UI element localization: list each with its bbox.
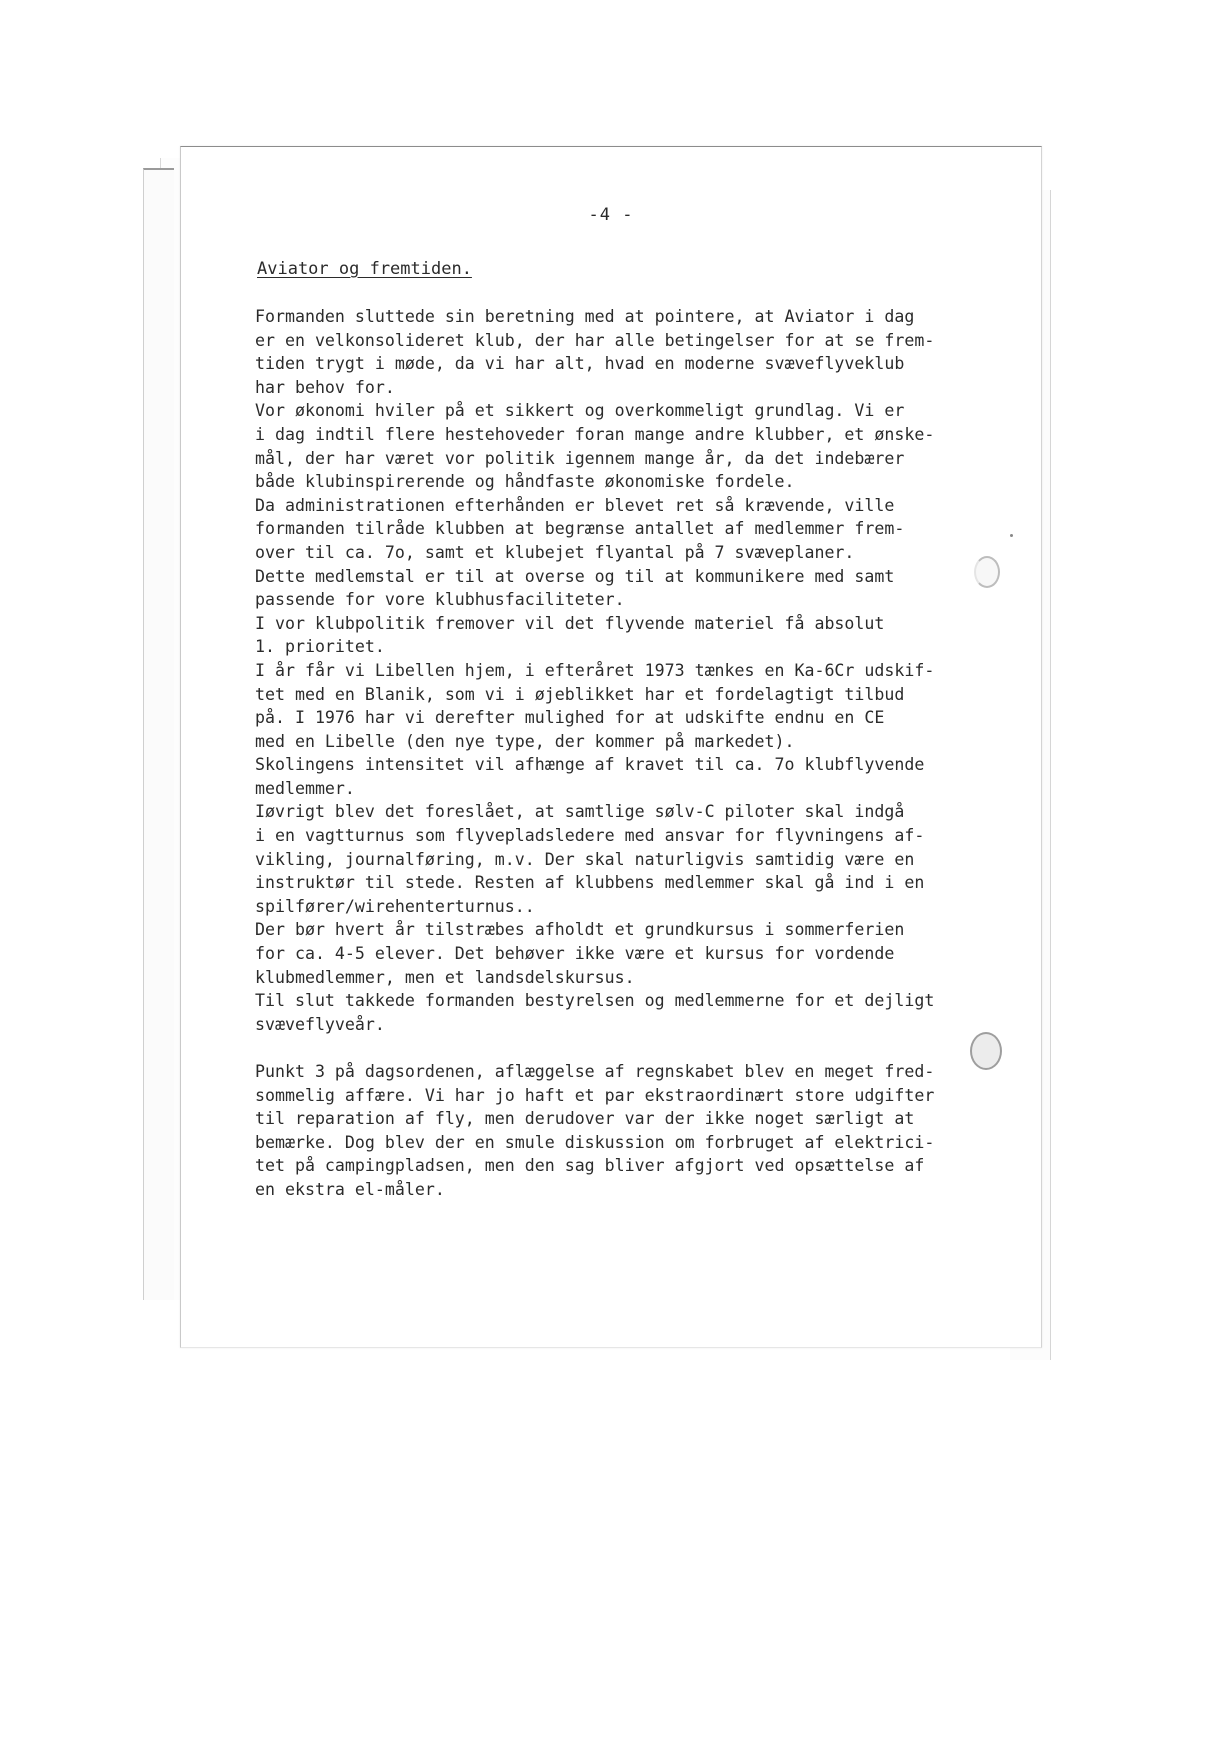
- page-number: -4 -: [588, 205, 634, 225]
- text-line: I år får vi Libellen hjem, i efteråret 1973 tænkes en Ka-6Cr udskif-: [255, 660, 935, 680]
- paragraph: [255, 305, 1035, 1036]
- body-text: [255, 305, 1035, 1202]
- text-line: har behov for.: [255, 377, 395, 397]
- section-heading: Aviator og fremtiden.: [257, 259, 472, 279]
- text-line: både klubinspirerende og håndfaste økonomiske fordele.: [255, 472, 795, 492]
- document-page: [180, 146, 1042, 1348]
- text-line: til reparation af fly, men derudover var der ikke noget særligt at: [255, 1109, 915, 1129]
- paragraph: [255, 1060, 1035, 1202]
- speck-mark: [1010, 534, 1013, 537]
- text-line: sommelig affære. Vi har jo haft et par ekstraordinært store udgifter: [255, 1085, 935, 1105]
- text-line: med en Libelle (den nye type, der kommer på markedet).: [255, 731, 795, 751]
- text-line: vikling, journalføring, m.v. Der skal naturligvis samtidig være en: [255, 849, 915, 869]
- punch-hole: [974, 556, 1000, 588]
- text-line: for ca. 4-5 elever. Det behøver ikke være et kursus for vordende: [255, 944, 895, 964]
- text-line: 1. prioritet.: [255, 637, 385, 657]
- text-line: en ekstra el-måler.: [255, 1179, 445, 1199]
- text-line: mål, der har været vor politik igennem mange år, da det indebærer: [255, 448, 905, 468]
- text-line: Vor økonomi hviler på et sikkert og overkommeligt grundlag. Vi er: [255, 401, 905, 421]
- text-line: Punkt 3 på dagsordenen, aflæggelse af regnskabet blev en meget fred-: [255, 1062, 935, 1081]
- text-line: tet på campingpladsen, men den sag bliver afgjort ved opsættelse af: [255, 1156, 925, 1176]
- text-line: formanden tilråde klubben at begrænse antallet af medlemmer frem-: [255, 519, 905, 539]
- text-line: i en vagtturnus som flyvepladsledere med ansvar for flyvningens af-: [255, 826, 925, 846]
- text-line: er en velkonsolideret klub, der har alle betingelser for at se frem-: [255, 330, 935, 350]
- text-line: tet med en Blanik, som vi i øjeblikket har et fordelagtigt tilbud: [255, 684, 905, 704]
- text-line: Da administrationen efterhånden er blevet ret så krævende, ville: [255, 495, 895, 515]
- text-line: Til slut takkede formanden bestyrelsen og medlemmerne for et dejligt: [255, 991, 935, 1011]
- punch-hole: [970, 1032, 1002, 1070]
- text-line: I vor klubpolitik fremover vil det flyvende materiel få absolut: [255, 613, 885, 633]
- back-sheet-edge: [143, 168, 174, 1300]
- text-line: Der bør hvert år tilstræbes afholdt et grundkursus i sommerferien: [255, 920, 905, 940]
- text-line: bemærke. Dog blev der en smule diskussion om forbruget af elektrici-: [255, 1132, 935, 1152]
- text-line: Skolingens intensitet vil afhænge af kravet til ca. 7o klubflyvende: [255, 755, 925, 775]
- text-line: Dette medlemstal er til at overse og til at kommunikere med samt: [255, 566, 895, 586]
- text-line: over til ca. 7o, samt et klubejet flyantal på 7 svæveplaner.: [255, 542, 855, 562]
- text-line: passende for vore klubhusfaciliteter.: [255, 590, 625, 610]
- text-line: i dag indtil flere hestehoveder foran mange andre klubber, et ønske-: [255, 424, 935, 444]
- text-line: spilfører/wirehenterturnus..: [255, 896, 535, 916]
- text-line: medlemmer.: [255, 778, 355, 798]
- text-line: instruktør til stede. Resten af klubbens medlemmer skal gå ind i en: [255, 873, 925, 893]
- text-line: klubmedlemmer, men et landsdelskursus.: [255, 967, 635, 987]
- text-line: Formanden sluttede sin beretning med at pointere, at Aviator i dag: [255, 307, 915, 326]
- text-line: svæveflyveår.: [255, 1014, 385, 1034]
- text-line: tiden trygt i møde, da vi har alt, hvad en moderne svæveflyveklub: [255, 354, 905, 374]
- paragraph-gap: [255, 1036, 1035, 1060]
- text-line: på. I 1976 har vi derefter mulighed for at udskifte endnu en CE: [255, 708, 885, 728]
- text-line: Iøvrigt blev det foreslået, at samtlige sølv-C piloter skal indgå: [255, 802, 905, 822]
